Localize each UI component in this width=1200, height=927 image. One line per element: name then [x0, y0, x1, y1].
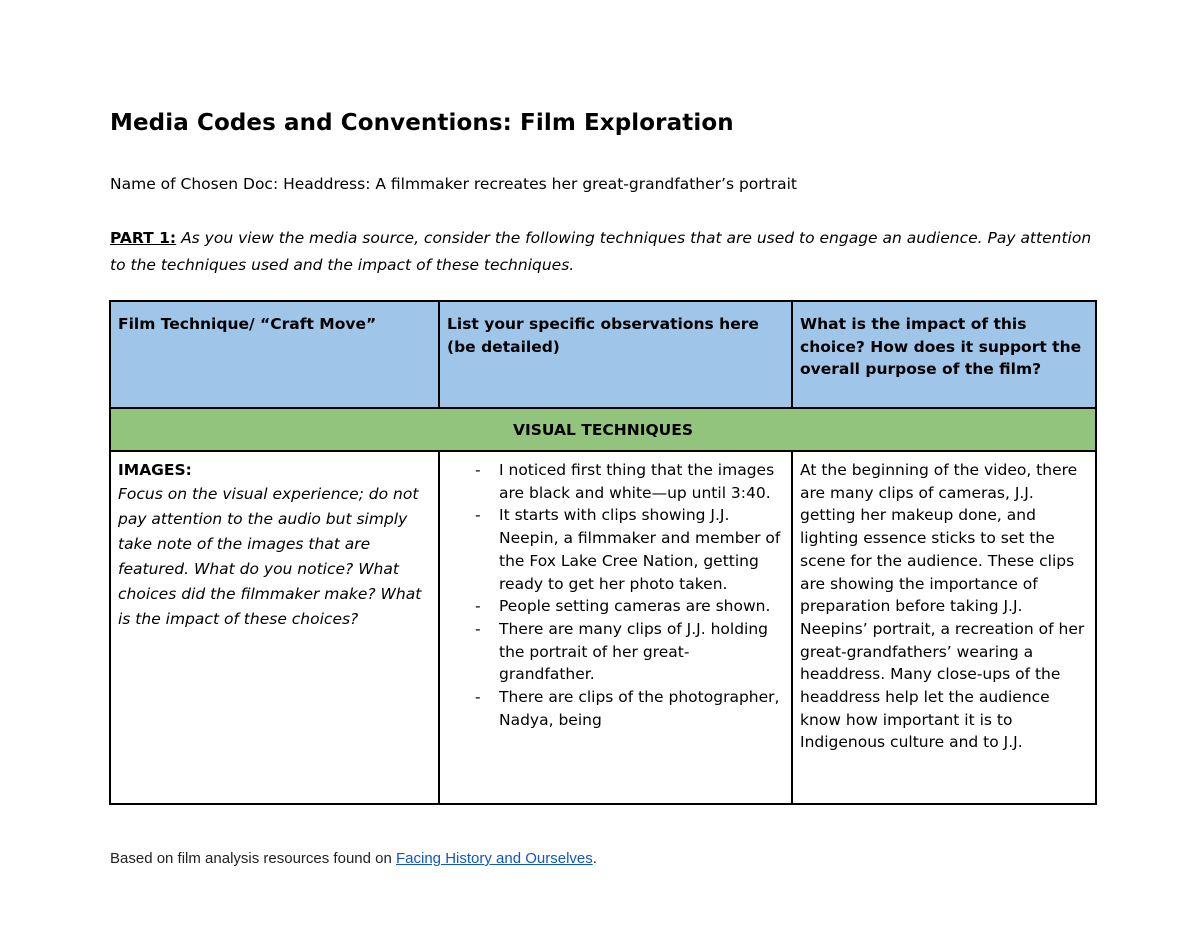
- header-impact: What is the impact of this choice? How does it support the overall purpose of the film?: [792, 301, 1096, 408]
- part-1-label: PART 1:: [110, 229, 177, 247]
- facing-history-link[interactable]: Facing History and Ourselves: [396, 850, 593, 867]
- list-item: - I noticed first thing that the images are black and white—up until 3:40.: [499, 459, 784, 504]
- header-technique: Film Technique/ “Craft Move”: [110, 301, 439, 408]
- observations-list: [447, 459, 784, 731]
- list-item: - People setting cameras are shown.: [499, 595, 784, 618]
- film-technique-table: [109, 300, 1097, 805]
- part-1-text: As you view the media source, consider the following techniques that are used to engage an audience. Pay attention to the techniques used and the impact of these techniques.: [110, 229, 1092, 274]
- table-header-row: [110, 301, 1096, 408]
- images-technique-cell[interactable]: [110, 451, 439, 804]
- images-prompt: Focus on the visual experience; do not pay attention to the audio but simply take note of the images that are featured. What do you notice? What choices did the filmmaker make? What is the impact of these choices?: [118, 484, 422, 628]
- document-title: Media Codes and Conventions: Film Exploration: [110, 110, 734, 136]
- header-observations: List your specific observations here (be detailed): [439, 301, 792, 408]
- list-item: - There are clips of the photographer, Nadya, being: [499, 686, 784, 731]
- section-row: [110, 408, 1096, 451]
- footer-suffix: .: [592, 850, 597, 867]
- images-label: IMAGES:: [118, 461, 192, 479]
- table-row: [110, 451, 1096, 804]
- list-item: - It starts with clips showing J.J. Neepin, a filmmaker and member of the Fox Lake Cree Nation, getting ready to get her photo taken.: [499, 504, 784, 595]
- impact-cell[interactable]: At the beginning of the video, there are many clips of cameras, J.J. getting her makeup done, and lighting essence sticks to set the scene for the audience. These clips are showing the importance of preparation before taking J.J. Neepins’ portrait, a recreation of her great-grandfathers’ wearing a headdress. Many close-ups of the headdress help let the audience know how important it is to Indigenous culture and to J.J.: [792, 451, 1096, 804]
- footer-note: [110, 850, 597, 867]
- observations-cell[interactable]: [439, 451, 792, 804]
- list-item: - There are many clips of J.J. holding the portrait of her great-grandfather.: [499, 618, 784, 686]
- part-1-instructions: [110, 225, 1100, 279]
- section-visual-techniques: VISUAL TECHNIQUES: [110, 408, 1096, 451]
- chosen-doc-line: Name of Chosen Doc: Headdress: A filmmaker recreates her great-grandfather’s portrait: [110, 175, 797, 193]
- footer-prefix: Based on film analysis resources found on: [110, 850, 396, 867]
